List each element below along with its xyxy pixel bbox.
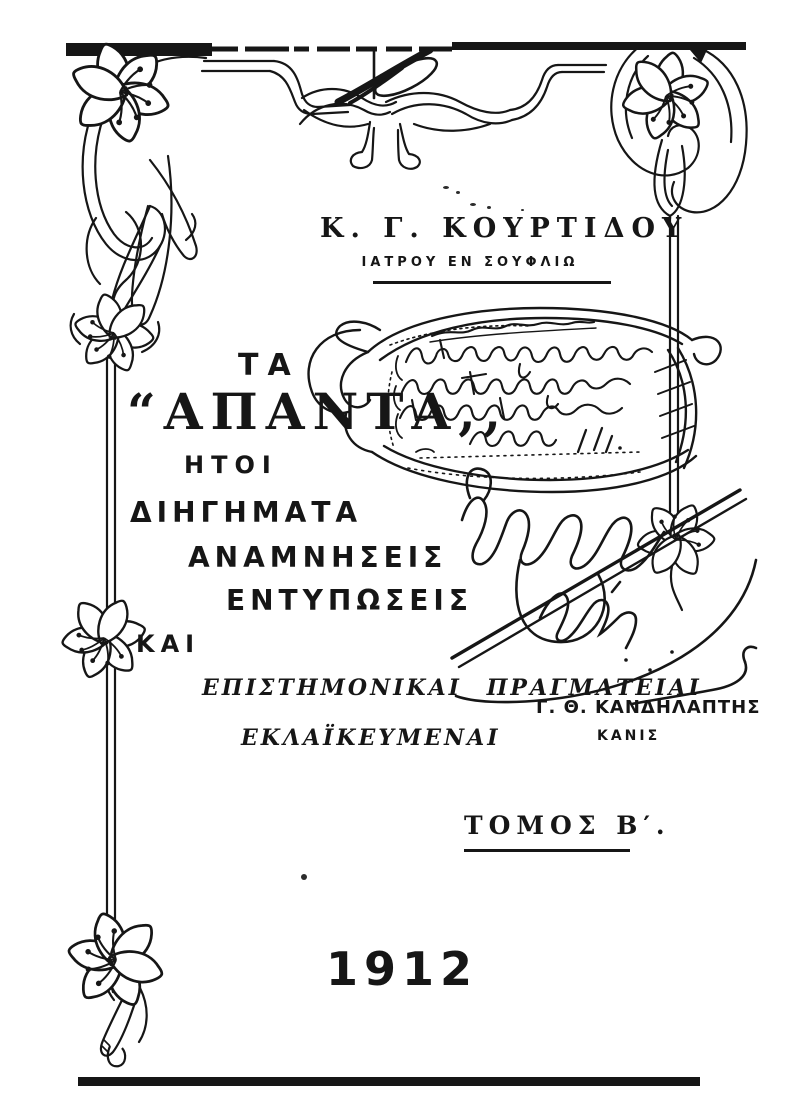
title-connector: ΗΤΟΙ — [184, 451, 278, 479]
signature — [452, 469, 756, 704]
author-name: Κ. Γ. ΚΟΥΡΤΙΔΟΥ — [320, 213, 689, 244]
and-word: ΚΑΙ — [136, 630, 201, 658]
scan-speck — [443, 186, 449, 189]
scientific-line: ΕΚΛΑΪΚΕΥΜΕΝΑΙ — [241, 725, 501, 751]
main-title: “ΑΠΑΝΤΑ,, — [127, 382, 510, 441]
bottom-border-bar — [78, 1077, 700, 1086]
ownership-stamp-name: Γ. Θ. ΚΑΝΔΗΛΑΠΤΗΣ — [536, 697, 761, 718]
genre-line: ΑΝΑΜΝΗΣΕΙΣ — [188, 541, 448, 574]
genre-line: ΕΝΤΥΠΩΣΕΙΣ — [226, 584, 473, 617]
author-role: ΙΑΤΡΟΥ ΕΝ ΣΟΥΦΛΙΩ — [361, 255, 579, 270]
volume-label: ΤΟΜΟΣ Β′. — [464, 811, 671, 840]
volume-underline — [464, 849, 630, 852]
genre-line: ΔΙΗΓΗΜΑΤΑ — [130, 496, 363, 529]
publication-year: 1912 — [326, 942, 479, 996]
author-rule — [373, 281, 611, 284]
title-article: ΤΑ — [238, 348, 300, 383]
scan-speck — [456, 191, 460, 194]
scan-speck — [301, 874, 307, 880]
ownership-stamp-place: ΚΑΝΙΣ — [597, 728, 661, 744]
scan-speck — [521, 209, 524, 211]
scan-speck — [470, 203, 476, 206]
scientific-line: ΕΠΙΣΤΗΜΟΝΙΚΑΙ ΠΡΑΓΜΑΤΕΙΑΙ — [202, 675, 702, 701]
scan-speck — [487, 206, 491, 209]
